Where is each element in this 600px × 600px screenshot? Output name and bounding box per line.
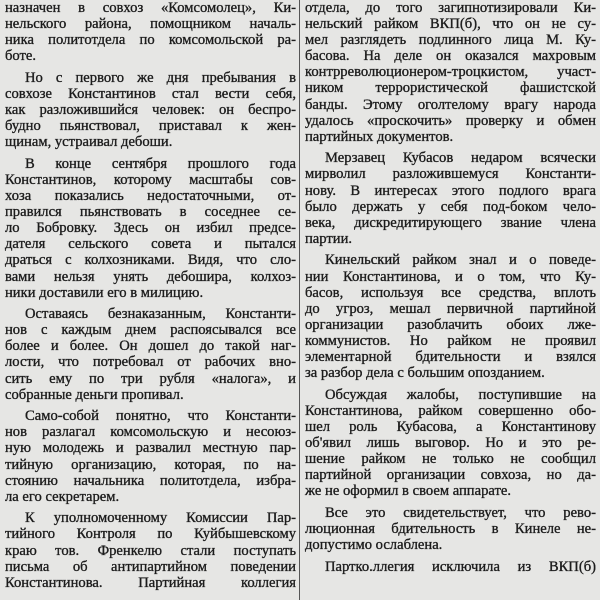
text-line: нельский райком ВКП(б), что он не су- <box>305 16 596 33</box>
text-line: контрреволюционером-троцкистом, участ- <box>305 64 596 81</box>
text-line: шение райком не только не сообщил <box>305 451 596 468</box>
text-line: лости, что потребовал от рабочих вно- <box>5 354 296 371</box>
text-line: как разложившийся человек: он беспро- <box>5 102 296 119</box>
text-line: ника политотдела по комсомольской ра- <box>5 32 296 49</box>
paragraph <box>5 0 296 64</box>
article-column-left <box>5 0 296 596</box>
text-line: ла его секретарем. <box>5 488 120 505</box>
text-line: нельского района, помощником началь- <box>5 16 296 33</box>
text-line: же не оформил в своем аппарате. <box>305 483 511 500</box>
paragraph <box>5 156 296 301</box>
text-line: нов с каждым днем распоясывался все <box>5 322 296 339</box>
text-line: партийных документов. <box>305 128 454 145</box>
text-line: Само-собой понятно, что Константи- <box>25 408 296 425</box>
paragraph <box>305 387 596 500</box>
text-line: Но с первого же дня пребывания в <box>25 69 296 86</box>
text-line: Мерзавец Кубасов недаром всячески <box>325 150 596 167</box>
text-line: ную молодежь и развалил местную пар- <box>5 440 296 457</box>
text-line: было держать у себя под-боком чело- <box>305 198 596 215</box>
text-line: ником террористической фашистской <box>305 80 596 97</box>
text-line: нии Константинова, и о том, что Ку- <box>305 268 596 285</box>
text-line: века, дискредитирующего звание члена <box>305 214 596 231</box>
text-line: коммунистов. Но райком не проявил <box>305 332 596 349</box>
paragraph <box>305 150 596 247</box>
text-line: хоза показались недостаточными, от- <box>5 188 296 205</box>
text-line: правился пьянствовать в соседнее се- <box>5 204 296 221</box>
text-line: ло Бобровку. Здесь он избил предсе- <box>5 220 296 237</box>
text-line: басова. На деле он оказался махровым <box>305 48 596 65</box>
text-line: краю тов. Френкелю стали поступать <box>5 542 296 559</box>
text-line: отдела, до того загипнотизировали Ки- <box>305 0 596 16</box>
text-line: шел роль Кубасова, а Константинову <box>305 418 596 435</box>
text-line: щинам, устраивал дебоши. <box>5 134 173 151</box>
text-line: В конце сентября прошлого года <box>25 155 296 172</box>
text-line: тийную организацию, которая, по на- <box>5 456 296 473</box>
text-line: К уполномоченному Комиссии Пар- <box>25 510 296 527</box>
text-line: боте. <box>5 48 37 65</box>
paragraph <box>5 306 296 403</box>
text-line: мел разглядеть подлинного лица М. Ку- <box>305 32 596 49</box>
text-line: элементарной бдительности и взялся <box>305 348 596 365</box>
text-line: допустимо ослаблена. <box>305 537 443 553</box>
article-column-right <box>305 0 596 580</box>
text-line: письма об антипартийном поведении <box>5 558 296 575</box>
text-line: тийного Контроля по Куйбышевскому <box>5 526 296 543</box>
paragraph <box>305 505 596 553</box>
text-line: Константинова, райком совершенно обо- <box>305 402 596 419</box>
text-line: будно пьянствовал, приставал к жен- <box>5 118 296 135</box>
paragraph <box>5 408 296 505</box>
text-line: Константинов, которому масштабы сов- <box>5 171 296 188</box>
paragraph <box>305 252 596 381</box>
text-line: Все это свидетельствует, что рево- <box>325 504 596 521</box>
paragraph <box>5 70 296 150</box>
text-line: об'явил лишь выговор. Но и это ре- <box>305 434 596 451</box>
text-line: назначен в совхоз «Комсомолец», Ки- <box>5 0 296 16</box>
text-line: более и более. Он дошел до такой наг- <box>5 338 296 355</box>
text-line: мирволил разложившемуся Константи- <box>305 166 596 183</box>
text-line: басов, используя все средства, вплоть <box>305 284 596 301</box>
text-line: Обсуждая жалобы, поступившие на <box>325 386 596 403</box>
text-line: собранные деньги пропивал. <box>5 386 184 403</box>
text-line: удалось «проскочить» проверку и обмен <box>305 112 596 129</box>
text-line: до угроз, мешал первичной партийной <box>305 300 596 317</box>
paragraph <box>305 559 596 575</box>
paragraph <box>305 0 596 145</box>
text-line: Партко.ллегия исключила из ВКП(б) <box>325 558 596 575</box>
text-line: драться с колхозниками. Видя, что сло- <box>5 252 296 269</box>
text-line: организации разоблачить обоих лже- <box>305 316 596 333</box>
text-line: сить ему по три рубля «налога», и <box>5 370 296 387</box>
text-line: стоянию начальника политотдела, избра- <box>5 472 296 489</box>
text-line: Кинельский райком знал и о поведе- <box>325 252 596 269</box>
text-line: партийной организации совхоза, но да- <box>305 467 596 484</box>
column-divider <box>299 0 300 600</box>
text-line: за разбор дела с большим опозданием. <box>305 365 545 382</box>
text-line: вами нельзя унять дебошира, колхоз- <box>5 268 296 285</box>
text-line: Оставаясь безнаказанным, Константи- <box>25 306 296 323</box>
text-line: ники доставили его в милицию. <box>5 284 204 301</box>
text-line: партии. <box>305 230 353 247</box>
text-line: нов разлагал комсомольскую и несоюз- <box>5 424 296 441</box>
text-line: Константинова. Партийная коллегия <box>5 574 296 591</box>
text-line: совхозе Константинов стал вести себя, <box>5 85 296 102</box>
paragraph <box>5 510 296 590</box>
text-line: дателя сельского совета и пытался <box>5 236 296 253</box>
text-line: люционная бдительность в Кинеле не- <box>305 520 596 537</box>
text-line: банды. Этому оголтелому врагу народа <box>305 96 596 113</box>
text-line: нову. В интересах этого подлого врага <box>305 182 596 199</box>
